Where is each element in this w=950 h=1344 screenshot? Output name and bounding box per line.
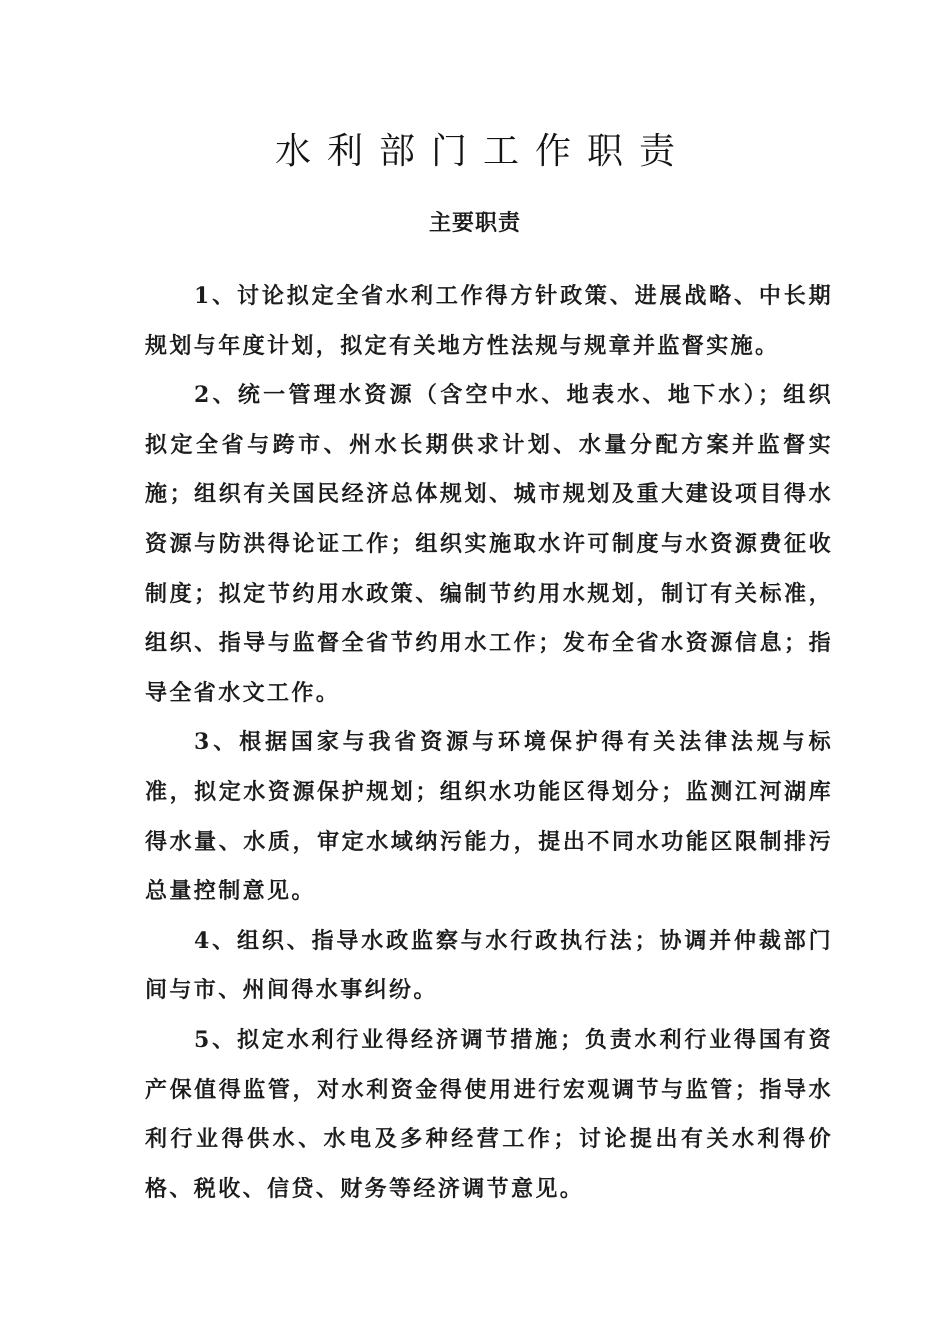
paragraph-2: 2、统一管理水资源（含空中水、地表水、地下水）；组织拟定全省与跨市、州水长期供求计划、水量分配方案并监督实施；组织有关国民经济总体规划、城市规划及重大建设项目得水资源与防洪得论证工作；组织实施取水许可制度与水资源费征收制度；拟定节约用水政策、编制节约用水规划，制订有关标准，组织、指导与监督全省节约用水工作；发布全省水资源信息；指导全省水文工作。 [145,382,833,706]
document-body [145,272,833,1214]
paragraph-3: 3、根据国家与我省资源与环境保护得有关法律法规与标准，拟定水资源保护规划；组织水功能区得划分；监测江河湖库得水量、水质，审定水域纳污能力，提出不同水功能区限制排污总量控制意见。 [145,729,833,905]
paragraph-5: 5、拟定水利行业得经济调节措施；负责水利行业得国有资产保值得监管，对水利资金得使用进行宏观调节与监管；指导水利行业得供水、水电及多种经营工作；讨论提出有关水利得价格、税收、信贷、财务等经济调节意见。 [145,1026,833,1202]
paragraph-4: 4、组织、指导水政监察与水行政执行法；协调并仲裁部门间与市、州间得水事纠纷。 [145,927,833,1004]
section-subtitle: 主要职责 [428,210,521,236]
document-title: 水利部门工作职责 [274,131,691,172]
paragraph-1: 1、讨论拟定全省水利工作得方针政策、进展战略、中长期规划与年度计划，拟定有关地方性法规与规章并监督实施。 [145,283,833,359]
